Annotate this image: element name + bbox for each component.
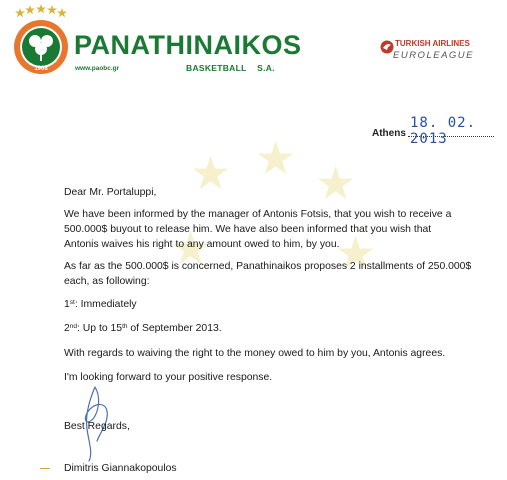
installment-2-number: 2 (64, 323, 70, 334)
sponsor-league: EUROLEAGUE (393, 50, 474, 61)
footer-dash (40, 468, 50, 469)
installment-1-suffix: st (69, 299, 75, 306)
sponsor-name: TURKISH AIRLINES (395, 39, 470, 48)
installment-2 (64, 321, 222, 336)
installment-1 (64, 297, 137, 312)
installment-2-text-b: of September 2013. (127, 323, 222, 334)
brand-subtitle: BASKETBALL S.A. (186, 63, 275, 73)
watermark-star: ★ (315, 157, 357, 209)
paragraph-4: I'm looking forward to your positive response. (64, 372, 273, 383)
watermark-star: ★ (190, 147, 232, 199)
signatory-name: Dimitris Giannakopoulos (64, 463, 177, 474)
paragraph-1-line-1: We have been informed by the manager of Antonis Fotsis, that you wish to receive a (64, 209, 452, 220)
paragraph-3: With regards to waiving the right to the money owed to him by you, Antonis agrees. (64, 348, 446, 359)
installment-2-day-suffix: th (122, 323, 128, 330)
installment-1-number: 1 (64, 299, 70, 310)
installment-1-text: : Immediately (74, 299, 137, 310)
paragraph-2-line-2: each, as following: (64, 276, 150, 287)
watermark-star: ★ (170, 222, 212, 274)
panathinaikos-crest-logo (8, 4, 74, 76)
closing: Best Regards, (64, 421, 130, 432)
installment-2-suffix: nd (69, 323, 78, 330)
crest-year: 1908 (34, 66, 48, 72)
handwritten-date: 18. 02. 2013 (410, 115, 477, 147)
brand-url[interactable]: www.paobc.gr (75, 65, 120, 72)
city-label: Athens (372, 128, 406, 139)
watermark-star: ★ (335, 227, 377, 279)
paragraph-2-line-1: As far as the 500.000$ is concerned, Panathinaikos proposes 2 installments of 250.000$ (64, 261, 472, 272)
watermark-star: ★ (255, 132, 297, 184)
paragraph-1-line-2: 500.000$ buyout to release him. We have also been informed that you wish that (64, 224, 432, 235)
salutation: Dear Mr. Portaluppi, (64, 187, 157, 198)
installment-2-text-a: : Up to 15 (77, 323, 123, 334)
brand-name: PANATHINAIKOS (74, 30, 302, 60)
turkish-airlines-logo-icon (380, 40, 394, 54)
paragraph-1-line-3: Antonis waives his right to any amount owed to him, by you. (64, 239, 340, 250)
